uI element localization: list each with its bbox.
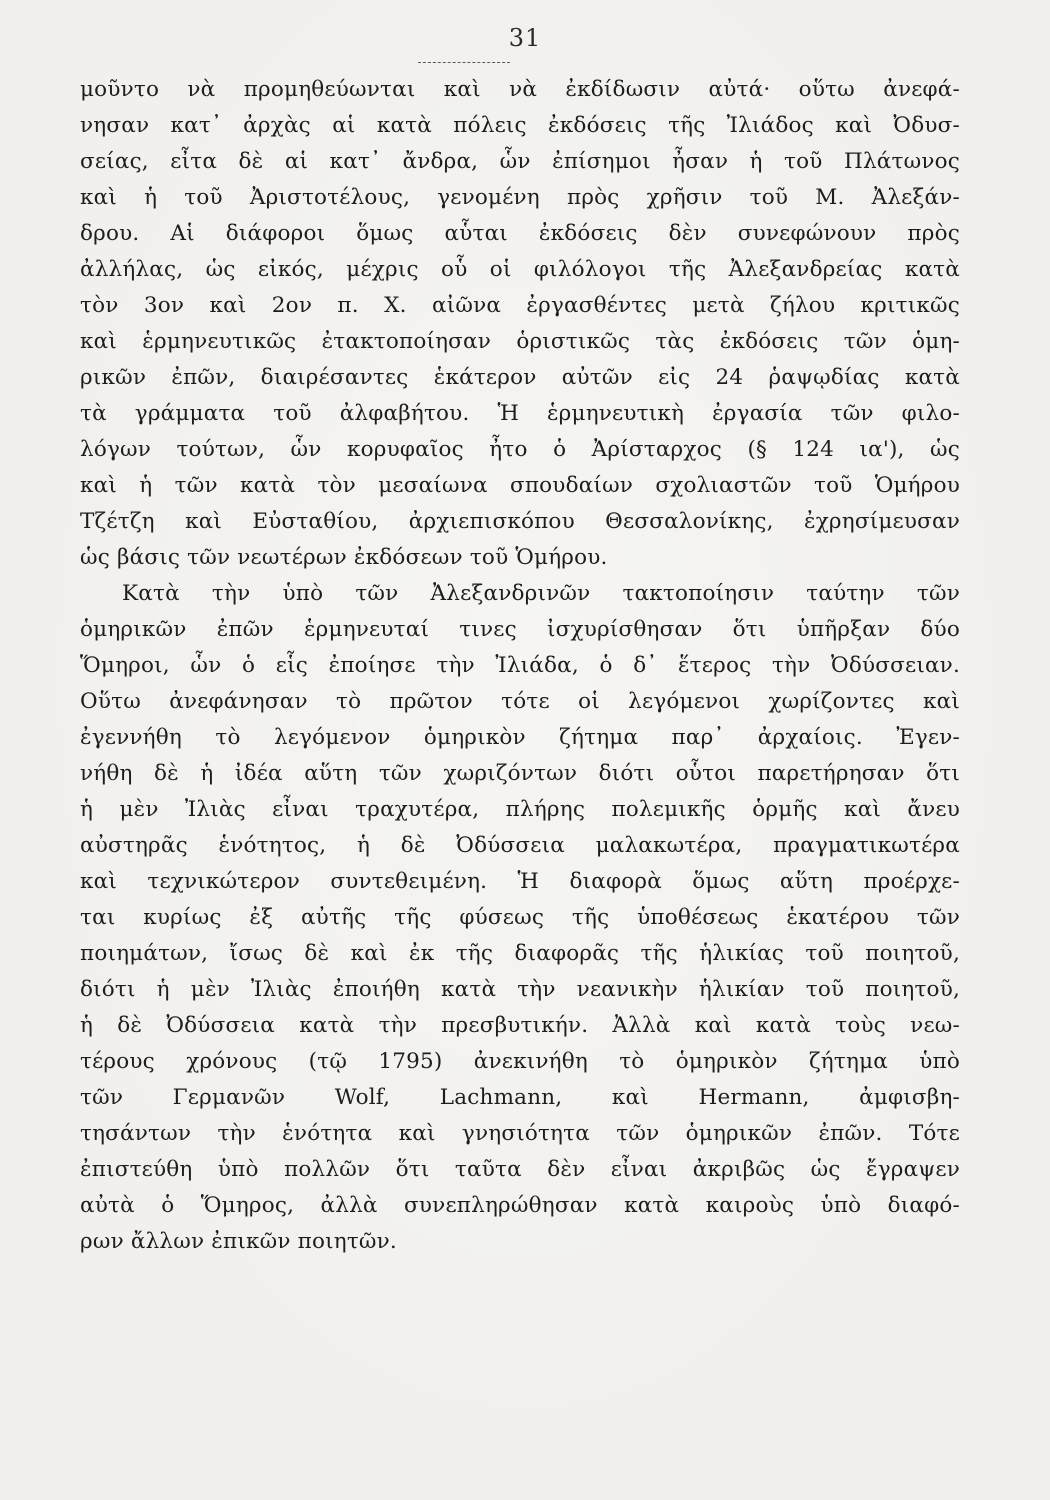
page-number-rule <box>418 62 510 63</box>
text-line: ποιημάτων, ἴσως δὲ καὶ ἐκ τῆς διαφορᾶς τῆς ἡλικίας τοῦ ποιητοῦ, <box>80 941 960 966</box>
text-line: καὶ ἑρμηνευτικῶς ἐτακτοποίησαν ὁριστικῶς τὰς ἐκδόσεις τῶν ὁμη- <box>80 329 960 354</box>
text-line: σείας, εἶτα δὲ αἱ κατ᾽ ἄνδρα, ὧν ἐπίσημοι ἦσαν ἡ τοῦ Πλάτωνος <box>80 149 960 174</box>
text-line: τὸν 3ον καὶ 2ον π. Χ. αἰῶνα ἐργασθέντες μετὰ ζήλου κριτικῶς <box>80 293 960 318</box>
text-line: ρων ἄλλων ἐπικῶν ποιητῶν. <box>80 1229 397 1254</box>
text-line: Ὅμηροι, ὧν ὁ εἷς ἐποίησε τὴν Ἰλιάδα, ὁ δ᾽ ἕτερος τὴν Ὀδύσσειαν. <box>80 653 960 678</box>
text-line: ται κυρίως ἐξ αὐτῆς τῆς φύσεως τῆς ὑποθέσεως ἑκατέρου τῶν <box>80 905 960 930</box>
page-number: 31 <box>508 24 542 52</box>
text-line: καὶ ἡ τοῦ Ἀριστοτέλους, γενομένη πρὸς χρῆσιν τοῦ Μ. Ἀλεξάν- <box>80 185 960 210</box>
text-line: ἐπιστεύθη ὑπὸ πολλῶν ὅτι ταῦτα δὲν εἶναι ἀκριβῶς ὡς ἔγραψεν <box>80 1157 960 1182</box>
text-line: ἀλλήλας, ὡς εἰκός, μέχρις οὗ οἱ φιλόλογοι τῆς Ἀλεξανδρείας κατὰ <box>80 257 960 282</box>
text-line: ρικῶν ἐπῶν, διαιρέσαντες ἑκάτερον αὐτῶν εἰς 24 ῥαψῳδίας κατὰ <box>80 365 960 390</box>
text-line: δρου. Αἱ διάφοροι ὅμως αὗται ἐκδόσεις δὲν συνεφώνουν πρὸς <box>80 221 960 246</box>
text-line: Οὕτω ἀνεφάνησαν τὸ πρῶτον τότε οἱ λεγόμενοι χωρίζοντες καὶ <box>80 689 960 714</box>
text-line: καὶ τεχνικώτερον συντεθειμένη. Ἡ διαφορὰ ὅμως αὕτη προέρχε- <box>80 869 960 894</box>
text-line: καὶ ἡ τῶν κατὰ τὸν μεσαίωνα σπουδαίων σχολιαστῶν τοῦ Ὁμήρου <box>80 473 960 498</box>
text-line: Κατὰ τὴν ὑπὸ τῶν Ἀλεξανδρινῶν τακτοποίησιν ταύτην τῶν <box>122 581 960 606</box>
text-line: τέρους χρόνους (τῷ 1795) ἀνεκινήθη τὸ ὁμηρικὸν ζήτημα ὑπὸ <box>80 1049 960 1074</box>
text-line: λόγων τούτων, ὧν κορυφαῖος ἦτο ὁ Ἀρίσταρχος (§ 124 ια'), ὡς <box>80 437 960 462</box>
text-line: τῶν Γερμανῶν Wolf, Lachmann, καὶ Hermann, ἀμφισβη- <box>80 1085 960 1110</box>
text-line: τησάντων τὴν ἑνότητα καὶ γνησιότητα τῶν ὁμηρικῶν ἐπῶν. Τότε <box>80 1121 960 1146</box>
text-line: αὐτὰ ὁ Ὅμηρος, ἀλλὰ συνεπληρώθησαν κατὰ καιροὺς ὑπὸ διαφό- <box>80 1193 960 1218</box>
text-line: ἡ δὲ Ὀδύσσεια κατὰ τὴν πρεσβυτικήν. Ἀλλὰ καὶ κατὰ τοὺς νεω- <box>80 1013 960 1038</box>
text-line: μοῦντο νὰ προμηθεύωνται καὶ νὰ ἐκδίδωσιν αὐτά· οὕτω ἀνεφά- <box>80 77 960 102</box>
text-line: Τζέτζη καὶ Εὐσταθίου, ἀρχιεπισκόπου Θεσσαλονίκης, ἐχρησίμευσαν <box>80 509 960 534</box>
text-line: ὡς βάσις τῶν νεωτέρων ἐκδόσεων τοῦ Ὁμήρου. <box>80 545 608 570</box>
text-line: αὐστηρᾶς ἑνότητος, ἡ δὲ Ὀδύσσεια μαλακωτέρα, πραγματικωτέρα <box>80 833 960 858</box>
text-line: ὁμηρικῶν ἐπῶν ἑρμηνευταί τινες ἰσχυρίσθησαν ὅτι ὑπῆρξαν δύο <box>80 617 960 642</box>
text-line: τὰ γράμματα τοῦ ἀλφαβήτου. Ἡ ἑρμηνευτικὴ ἐργασία τῶν φιλο- <box>80 401 960 426</box>
text-line: νησαν κατ᾽ ἀρχὰς αἱ κατὰ πόλεις ἐκδόσεις τῆς Ἰλιάδος καὶ Ὀδυσ- <box>80 113 960 138</box>
text-line: νήθη δὲ ἡ ἰδέα αὕτη τῶν χωριζόντων διότι οὗτοι παρετήρησαν ὅτι <box>80 761 960 786</box>
text-line: ἡ μὲν Ἰλιὰς εἶναι τραχυτέρα, πλήρης πολεμικῆς ὁρμῆς καὶ ἄνευ <box>80 797 960 822</box>
text-line: διότι ἡ μὲν Ἰλιὰς ἐποιήθη κατὰ τὴν νεανικὴν ἡλικίαν τοῦ ποιητοῦ, <box>80 977 960 1002</box>
body-text <box>80 72 960 1260</box>
text-line: ἐγεννήθη τὸ λεγόμενον ὁμηρικὸν ζήτημα παρ᾽ ἀρχαίοις. Ἐγεν- <box>80 725 960 750</box>
